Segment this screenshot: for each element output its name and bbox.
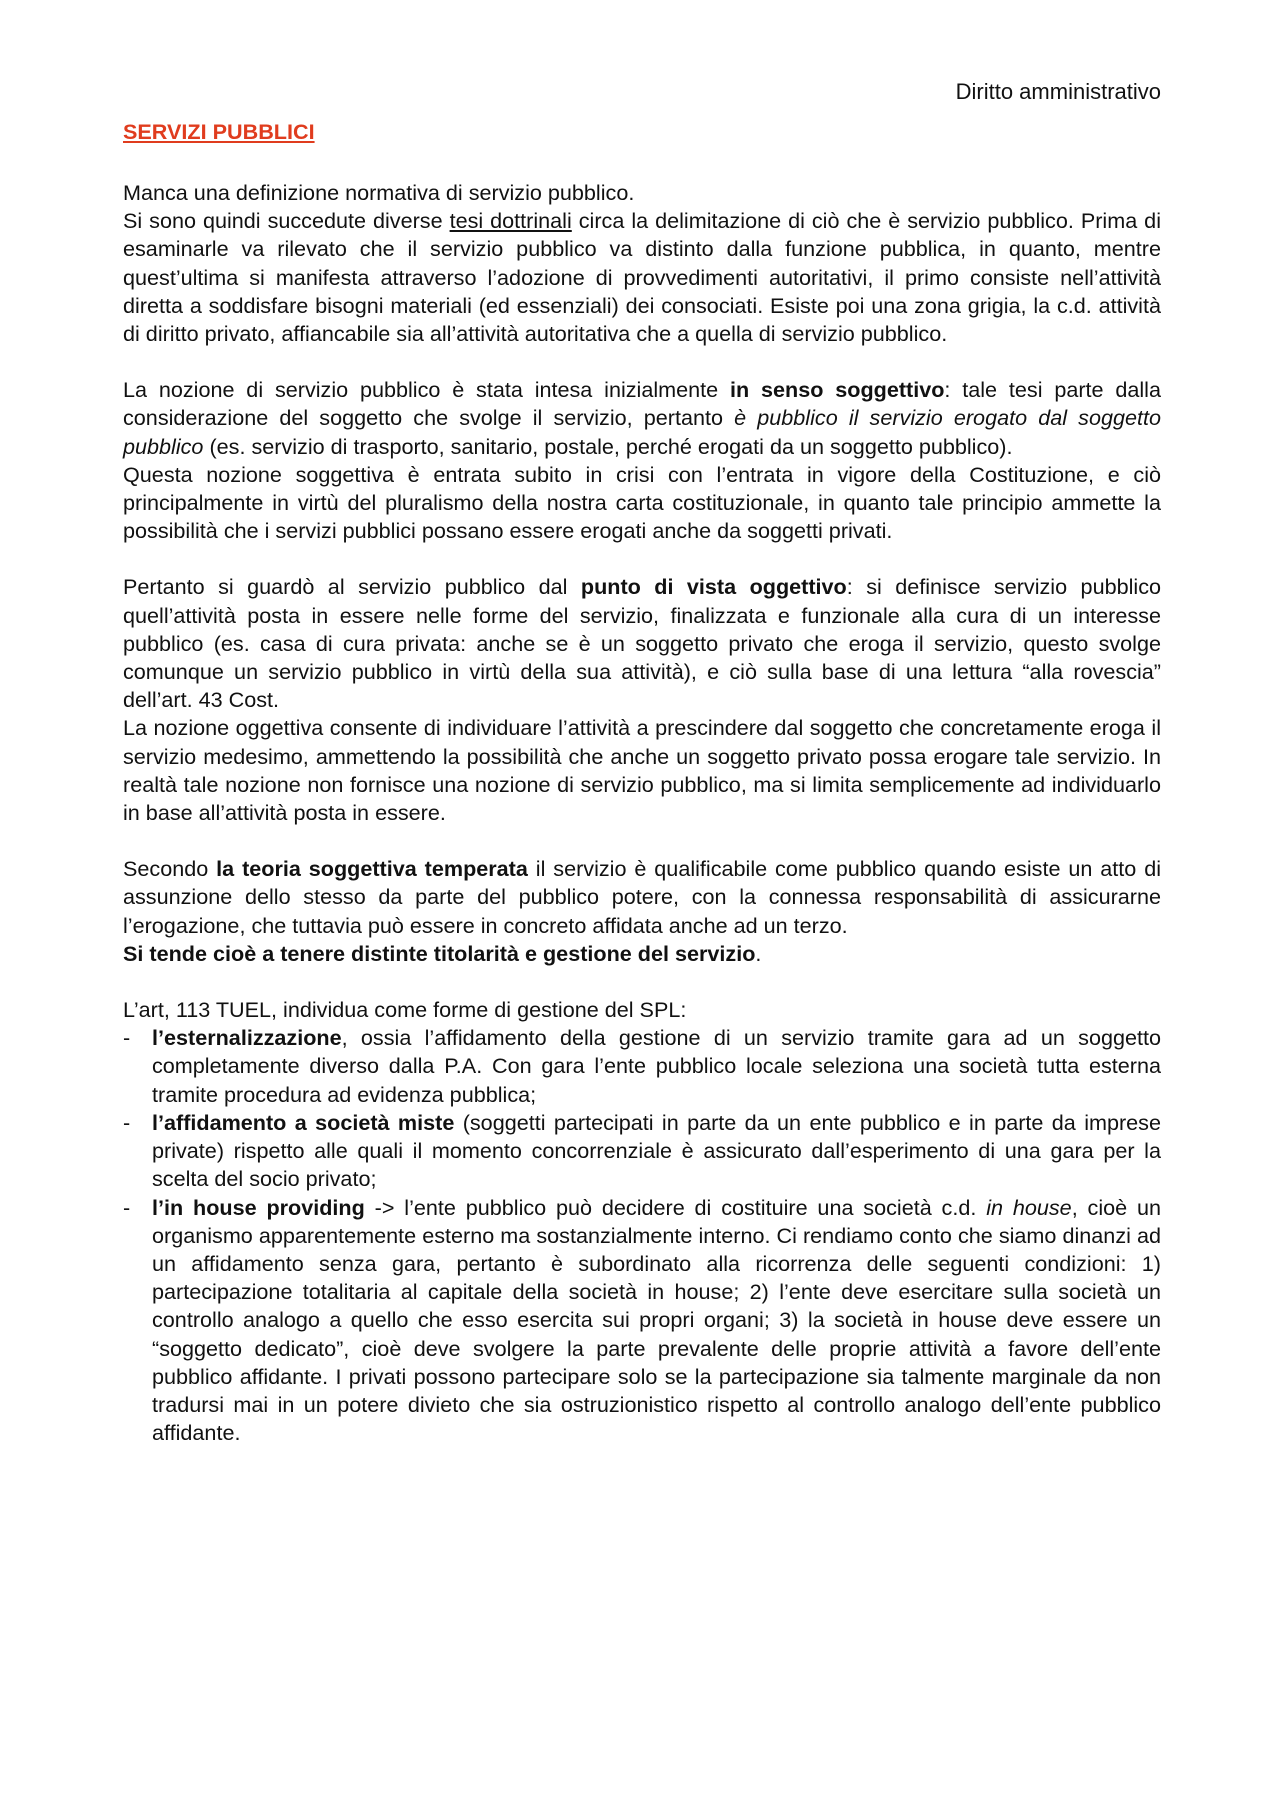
bold-term: in senso soggettivo xyxy=(730,377,945,403)
tuel-intro: L’art, 113 TUEL, individua come forme di gestione del SPL: xyxy=(123,997,687,1023)
running-header: Diritto amministrativo xyxy=(955,79,1161,104)
italic-phrase: è pubblico il servizio erogato dal soggetto pubblico xyxy=(123,405,1161,459)
conclusion-line: Si tende cioè a tenere distinte titolarità e gestione del servizio. xyxy=(123,940,762,966)
intro-paragraph: Si sono quindi succedute diverse tesi dottrinali circa la delimitazione di ciò che è servizio pubblico. Prima di esaminarle va rilevato che il servizio pubblico va distinto dalla funzione pubblica, in quanto, mentre quest’ultima si manifesta attraverso l’adozione di provvedimenti autoritativi, il primo consiste nell’attività diretta a soddisfare bisogni materiali (ed essenziali) dei consociati. Esiste poi una zona grigia, la c.d. attività di diritto privato, affiancabile sia all’attività autoritativa che a quella di servizio pubblico. xyxy=(123,208,1161,347)
list-item: - l’affidamento a società miste (soggetti partecipati in parte da un ente pubblico e in parte da imprese private) rispetto alle quali il momento concorrenziale è assicurato dall’esperimento di una gara per la scelta del socio privato; xyxy=(123,1109,1161,1192)
dash-bullet: - xyxy=(123,1109,131,1135)
intro-line: Manca una definizione normativa di servizio pubblico. xyxy=(123,180,635,205)
crisi-paragraph: Questa nozione soggettiva è entrata subito in crisi con l’entrata in vigore della Costituzione, e ciò principalmente in virtù del pluralismo della nostra carta costituzionale, in quanto tale principio ammette la possibilità che i servizi pubblici possano essere erogati anche da soggetti privati. xyxy=(123,461,1161,544)
gestione-forms-list xyxy=(123,1024,1161,1447)
list-item: - l’esternalizzazione, ossia l’affidamento della gestione di un servizio tramite gara ad un soggetto completamente diverso dalla P.A. Con gara l’ente pubblico locale seleziona una società tutta esterna tramite procedura ad evidenza pubblica; xyxy=(123,1025,1161,1107)
document-page xyxy=(123,78,1161,1447)
section-title: SERVIZI PUBBLICI xyxy=(123,119,315,144)
dash-bullet: - xyxy=(123,1025,131,1051)
underlined-term: tesi dottrinali xyxy=(449,208,572,234)
oggettiva-paragraph: Pertanto si guardò al servizio pubblico dal punto di vista oggettivo: si definisce servizio pubblico quell’attività posta in essere nelle forme del servizio, finalizzata e funzionale alla cura di un interesse pubblico (es. casa di cura privata: anche se è un soggetto privato che eroga il servizio, questo svolge comunque un servizio pubblico in virtù della sua attività), e ciò sulla base di una lettura “alla rovescia” dell’art. 43 Cost. xyxy=(123,574,1162,713)
soggettiva-paragraph: La nozione di servizio pubblico è stata intesa inizialmente in senso soggettivo: tale tesi parte dalla considerazione del soggetto che svolge il servizio, pertanto è pubblico il servizio erogato dal soggetto pubblico (es. servizio di trasporto, sanitario, postale, perché erogati da un soggetto pubblico). xyxy=(123,377,1161,459)
list-item: - l’in house providing -> l’ente pubblico può decidere di costituire una società c.d. in house, cioè un organismo apparentemente esterno ma sostanzialmente interno. Ci rendiamo conto che siamo dinanzi ad un affidamento senza gara, pertanto è subordinato alla ricorrenza delle seguenti condizioni: 1) partecipazione totalitaria al capitale della società in house; 2) l’ente deve esercitare sulla società un controllo analogo a quello che esso esercita sui propri organi; 3) la società in house deve essere un “soggetto dedicato”, cioè deve svolgere la parte prevalente delle proprie attività a favore dell’ente pubblico affidante. I privati possono partecipare solo se la partecipazione sia talmente marginale da non tradursi mai in un potere divieto che sia ostruzionistico rispetto al controllo analogo dell’ente pubblico affidante. xyxy=(123,1194,1161,1446)
dash-bullet: - xyxy=(123,1194,131,1220)
bold-term: la teoria soggettiva temperata xyxy=(216,856,528,882)
nozione-paragraph: La nozione oggettiva consente di individuare l’attività a prescindere dal soggetto che concretamente eroga il servizio medesimo, ammettendo la possibilità che anche un soggetto privato possa erogare tale servizio. In realtà tale nozione non fornisce una nozione di servizio pubblico, ma si limita semplicemente ad individuarlo in base all’attività posta in essere. xyxy=(123,715,1161,826)
temperata-paragraph: Secondo la teoria soggettiva temperata il servizio è qualificabile come pubblico quando esiste un atto di assunzione dello stesso da parte del pubblico potere, con la connessa responsabilità di assicurarne l’erogazione, che tuttavia può essere in concreto affidata anche ad un terzo. xyxy=(123,856,1162,938)
bold-term: punto di vista oggettivo xyxy=(580,574,847,600)
